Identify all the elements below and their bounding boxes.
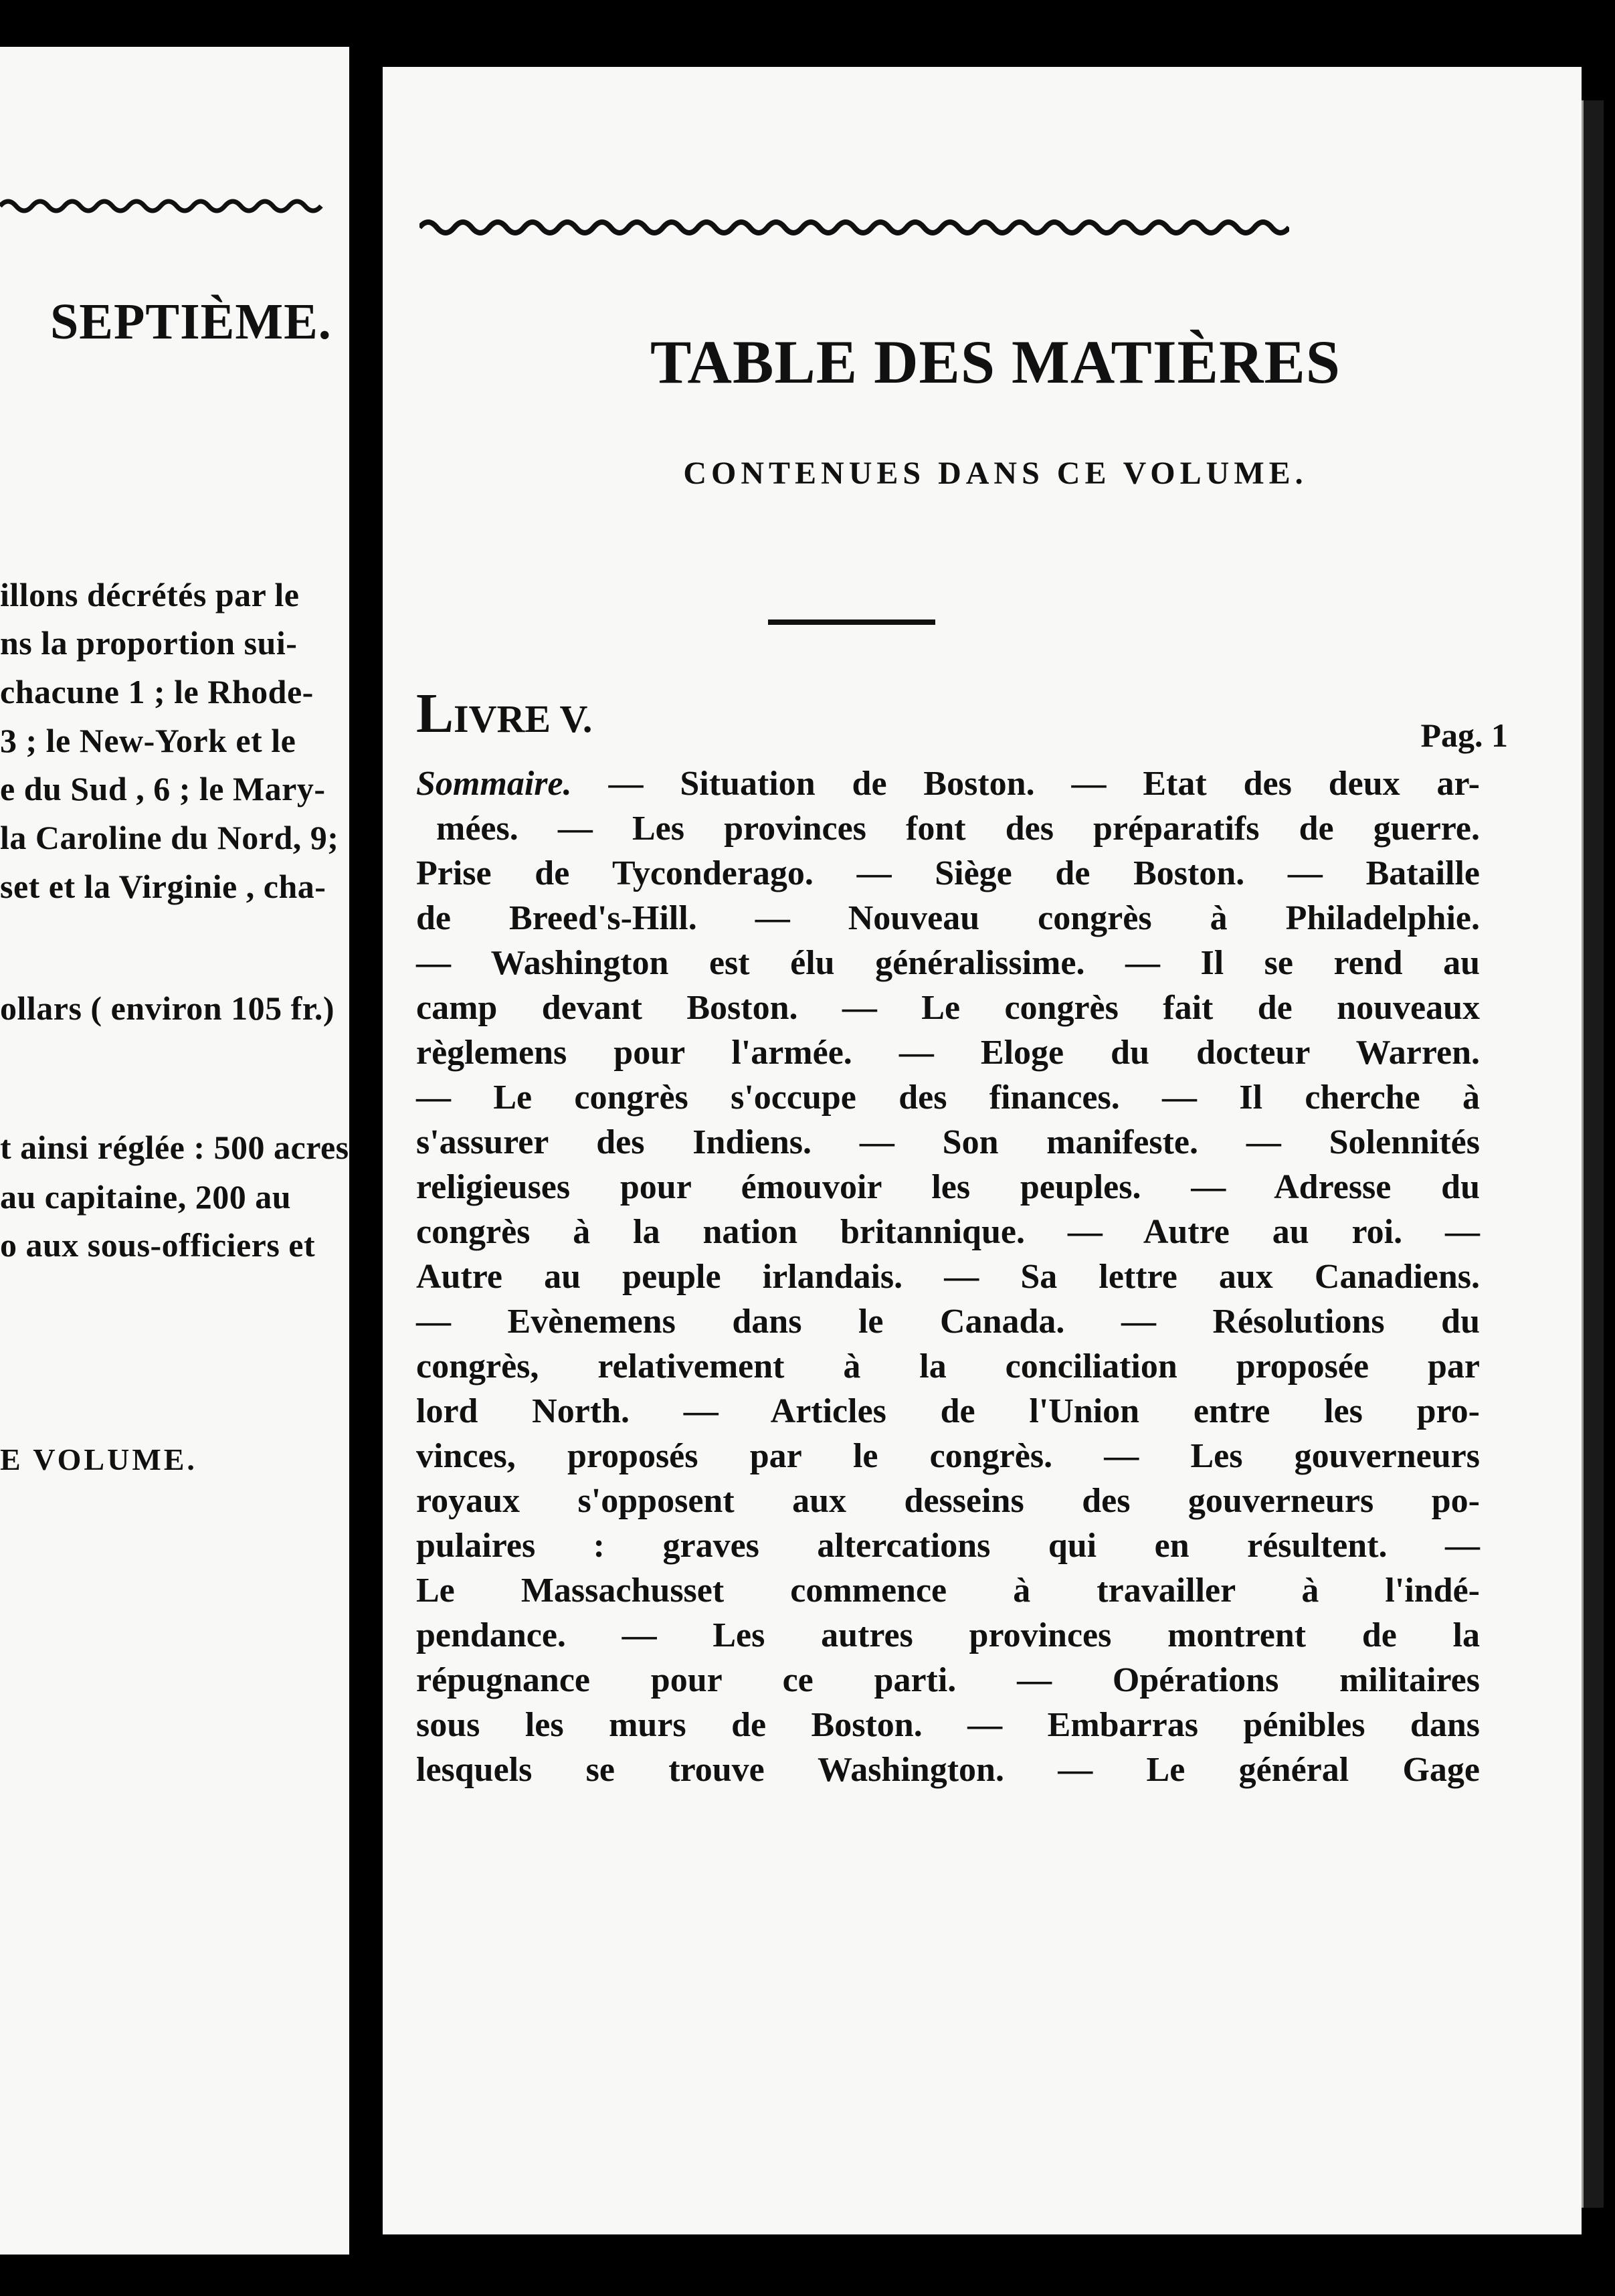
toc-line: lesquels se trouve Washington. — Le général Gage (416, 1751, 1480, 1789)
left-page-heading: SEPTIÈME. (50, 294, 332, 350)
top-wavy-rule (419, 201, 1289, 241)
toc-line: royaux s'opposent aux desseins des gouverneurs po- (416, 1482, 1480, 1520)
left-text-line: illons décrétés par le (0, 576, 300, 613)
section-initial: L (416, 682, 454, 745)
left-text-line: set et la Virginie , cha- (0, 868, 326, 905)
left-text-line: chacune 1 ; le Rhode- (0, 673, 314, 710)
left-text-line: o aux sous-officiers et (0, 1226, 316, 1264)
page-edge (1582, 100, 1604, 2208)
right-page (383, 67, 1582, 2234)
toc-line: — Washington est élu généralissime. — Il se rend au (416, 944, 1480, 982)
toc-line: de Breed's-Hill. — Nouveau congrès à Philadelphie. (416, 899, 1480, 937)
left-text-line: au capitaine, 200 au (0, 1178, 292, 1216)
toc-line (416, 763, 1480, 805)
toc-line: sous les murs de Boston. — Embarras pénibles dans (416, 1706, 1480, 1744)
toc-line: vinces, proposés par le congrès. — Les gouverneurs (416, 1437, 1480, 1475)
toc-line: Autre au peuple irlandais. — Sa lettre aux Canadiens. (416, 1258, 1480, 1296)
toc-line: pulaires : graves altercations qui en résultent. — (416, 1527, 1480, 1565)
toc-line: — Evènemens dans le Canada. — Résolutions du (416, 1303, 1480, 1341)
left-text-line: e du Sud , 6 ; le Mary- (0, 770, 326, 807)
toc-line-text: — Situation de Boston. — Etat des deux ar- (571, 765, 1480, 803)
left-text-line: 3 ; le New-York et le (0, 722, 296, 759)
left-wavy-rule (0, 193, 335, 219)
toc-line: congrès à la nation britannique. — Autre au roi. — (416, 1213, 1480, 1251)
left-page (0, 47, 349, 2255)
page-title: TABLE DES MATIÈRES (650, 328, 1341, 396)
left-volume-fragment: E VOLUME. (0, 1442, 197, 1476)
toc-line: pendance. — Les autres provinces montrent de la (416, 1616, 1480, 1654)
book-gutter (349, 0, 383, 2296)
left-text-line: ollars ( environ 105 fr.) (0, 989, 335, 1027)
toc-line: mées. — Les provinces font des préparatifs de guerre. (436, 809, 1480, 848)
left-text-line: la Caroline du Nord, 9; (0, 819, 339, 856)
book-section-label (416, 681, 592, 746)
toc-line: camp devant Boston. — Le congrès fait de nouveaux (416, 989, 1480, 1027)
page-reference: Pag. 1 (1420, 716, 1508, 754)
sommaire-label: Sommaire. (416, 765, 572, 803)
toc-line: règlemens pour l'armée. — Eloge du docteur Warren. (416, 1034, 1480, 1072)
left-text-line: ns la proportion sui- (0, 624, 298, 662)
page-subtitle: CONTENUES DANS CE VOLUME. (683, 456, 1308, 491)
toc-line: Prise de Tyconderago. — Siège de Boston. — Bataille (416, 854, 1480, 892)
title-divider (768, 619, 935, 625)
toc-line: répugnance pour ce parti. — Opérations militaires (416, 1661, 1480, 1699)
toc-line: lord North. — Articles de l'Union entre les pro- (416, 1392, 1480, 1430)
toc-line: congrès, relativement à la conciliation proposée par (416, 1347, 1480, 1385)
toc-line: — Le congrès s'occupe des finances. — Il cherche à (416, 1078, 1480, 1117)
section-label-rest: IVRE V. (454, 697, 593, 741)
left-text-line: t ainsi réglée : 500 acres (0, 1129, 349, 1166)
toc-line: religieuses pour émouvoir les peuples. — Adresse du (416, 1168, 1480, 1206)
toc-line: s'assurer des Indiens. — Son manifeste. — Solennités (416, 1123, 1480, 1161)
toc-line: Le Massachusset commence à travailler à l'indé- (416, 1571, 1480, 1610)
